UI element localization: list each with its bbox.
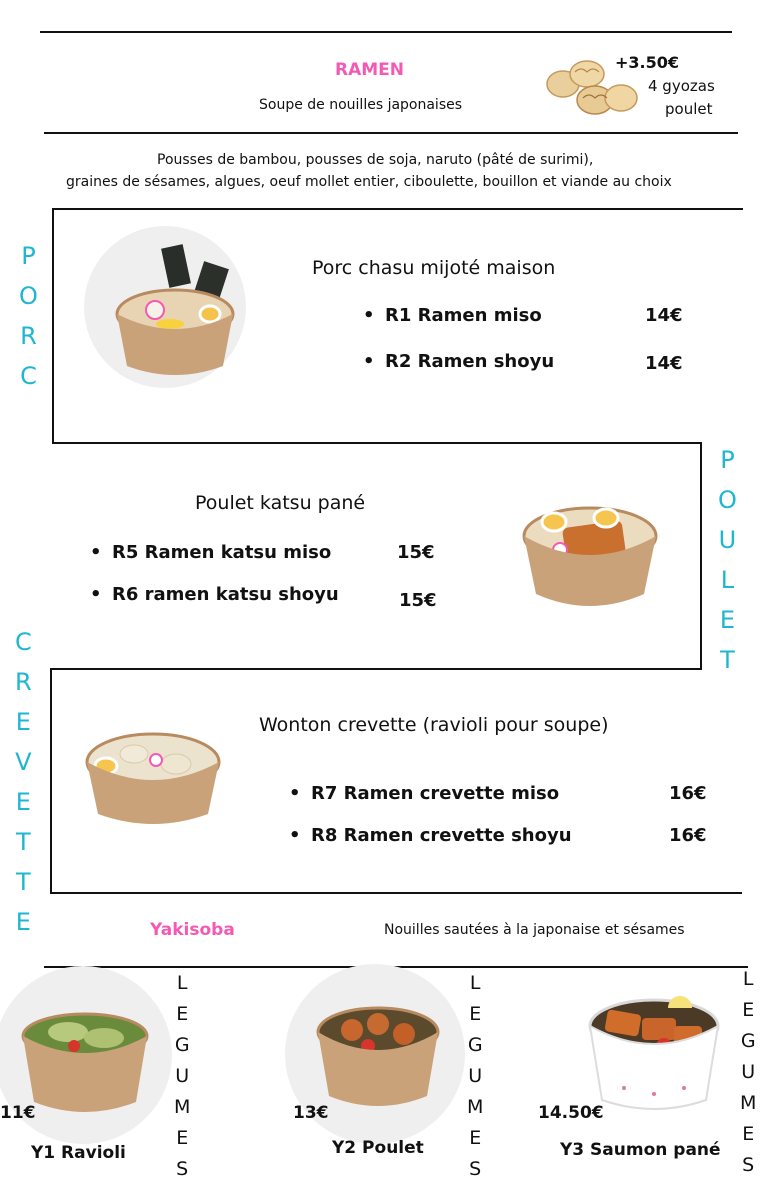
crevette-price-r8: 16€ xyxy=(669,825,707,846)
legumes-label-3: L E G U M E S xyxy=(740,968,757,1176)
description-line-1: Pousses de bambou, pousses de soja, naruto (pâté de surimi), xyxy=(157,152,594,168)
crevette-box-bottom xyxy=(50,892,742,894)
poulet-box-bottom xyxy=(50,668,702,670)
description-line-2: graines de sésames, algues, oeuf mollet entier, ciboulette, bouillon et viande au choix xyxy=(66,174,672,190)
porc-box-left xyxy=(52,208,54,444)
yakisoba-saumon-image xyxy=(584,996,724,1118)
porc-item-r2: • R2 Ramen shoyu xyxy=(385,351,554,372)
yakisoba-poulet-image xyxy=(312,1004,444,1116)
poulet-item-r5: • R5 Ramen katsu miso xyxy=(112,542,331,563)
legumes-label-1: L E G U M E S xyxy=(174,972,191,1180)
gyoza-desc-2: poulet xyxy=(665,100,713,118)
crevette-box-left xyxy=(50,668,52,894)
yakisoba-y2-name: Y2 Poulet xyxy=(332,1138,424,1158)
porc-side-label: P O R C xyxy=(19,242,38,390)
porc-price-r1: 14€ xyxy=(645,305,683,326)
poulet-item-r6: • R6 ramen katsu shoyu xyxy=(112,584,339,605)
top-rule xyxy=(40,31,732,33)
porc-item-r1: • R1 Ramen miso xyxy=(385,305,542,326)
ramen-poulet-bowl-image xyxy=(518,498,662,618)
porc-box-bottom xyxy=(52,442,702,444)
porc-box-top xyxy=(52,208,743,210)
legumes-label-2: L E G U M E S xyxy=(467,972,484,1180)
poulet-box-right xyxy=(700,442,702,670)
porc-price-r2: 14€ xyxy=(645,353,683,374)
crevette-side-label: C R E V E T T E xyxy=(15,628,32,936)
ramen-crevette-bowl-image xyxy=(82,728,224,834)
section-title-yakisoba: Yakisoba xyxy=(150,920,235,940)
crevette-heading: Wonton crevette (ravioli pour soupe) xyxy=(259,714,609,736)
ramen-subtitle: Soupe de nouilles japonaises xyxy=(259,97,463,113)
poulet-side-label: P O U L E T xyxy=(718,446,737,674)
yakisoba-y1-name: Y1 Ravioli xyxy=(31,1143,126,1163)
header-bottom-rule xyxy=(44,132,738,134)
crevette-item-r8: • R8 Ramen crevette shoyu xyxy=(311,825,572,846)
poulet-heading: Poulet katsu pané xyxy=(195,492,366,514)
poulet-price-r6: 15€ xyxy=(399,590,437,611)
yakisoba-y1-price: 11€ xyxy=(0,1103,36,1123)
yakisoba-subtitle: Nouilles sautées à la japonaise et sésames xyxy=(384,922,685,938)
yakisoba-y3-price: 14.50€ xyxy=(538,1103,604,1123)
porc-heading: Porc chasu mijoté maison xyxy=(312,257,556,279)
crevette-item-r7: • R7 Ramen crevette miso xyxy=(311,783,559,804)
yakisoba-y3-name: Y3 Saumon pané xyxy=(560,1140,721,1160)
gyoza-price: +3.50€ xyxy=(615,53,680,72)
ramen-porc-bowl-image xyxy=(110,244,240,384)
section-title-ramen: RAMEN xyxy=(335,60,405,80)
yakisoba-ravioli-image xyxy=(16,1010,154,1122)
crevette-price-r7: 16€ xyxy=(669,783,707,804)
yakisoba-y2-price: 13€ xyxy=(293,1103,329,1123)
poulet-price-r5: 15€ xyxy=(397,542,435,563)
gyoza-desc-1: 4 gyozas xyxy=(648,77,715,95)
